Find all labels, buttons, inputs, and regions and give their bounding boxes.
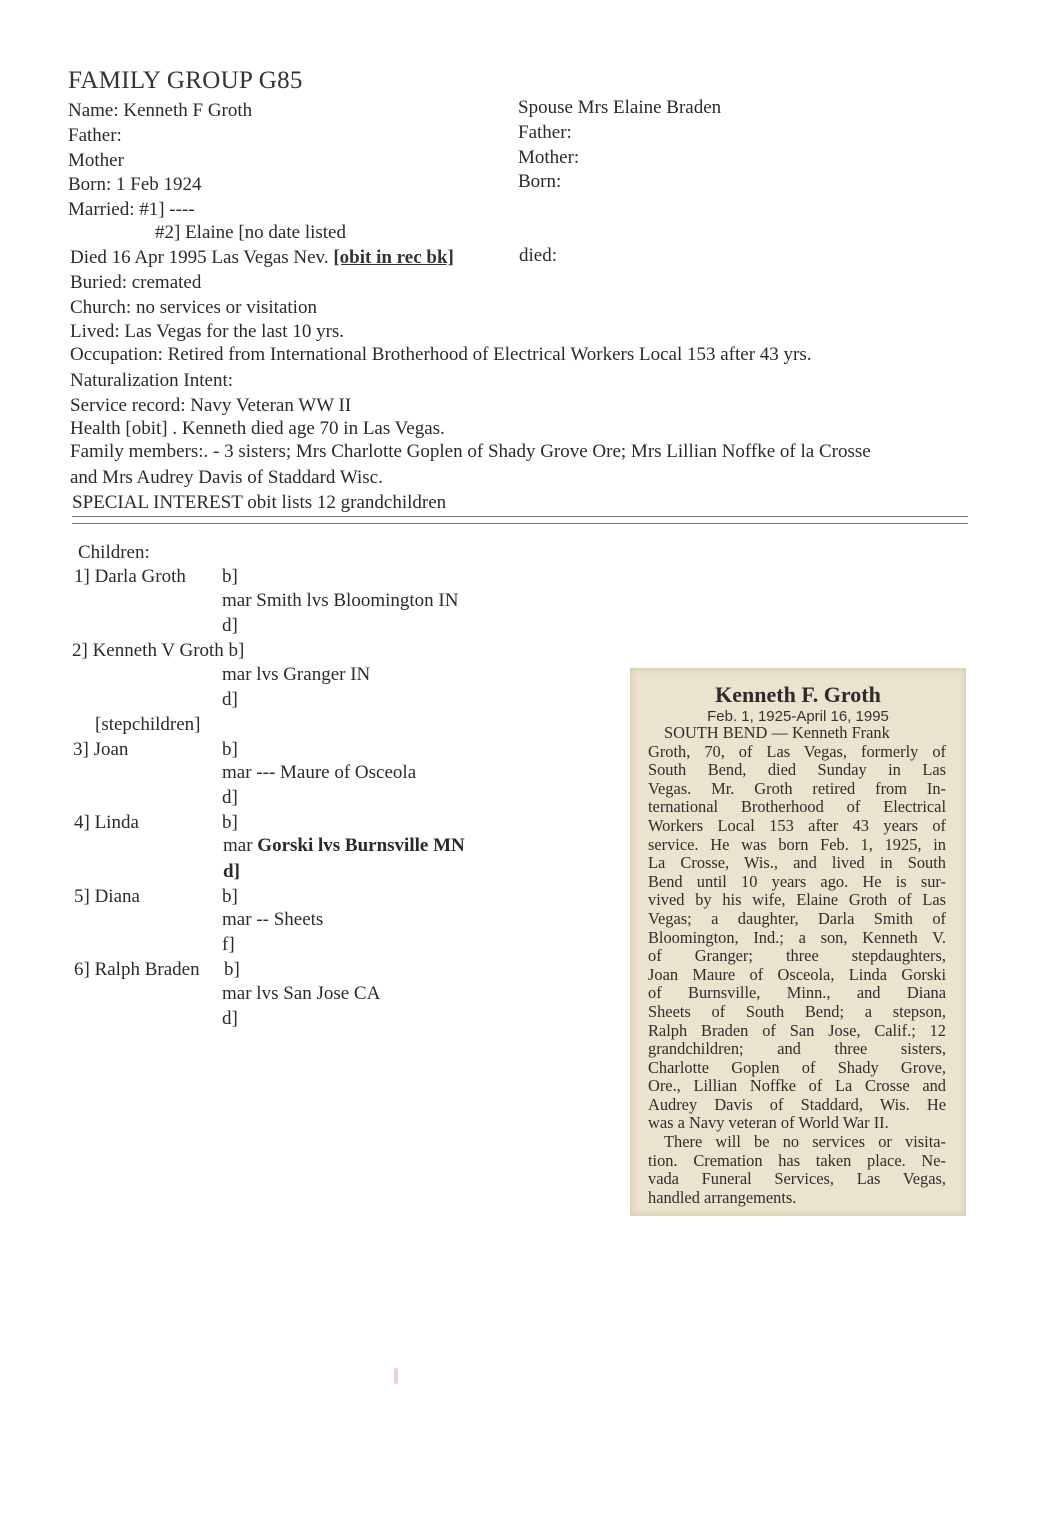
child-6-born: b] <box>224 959 240 980</box>
buried-field: Buried: cremated <box>70 272 202 293</box>
obituary-line: vada Funeral Services, Las Vegas, <box>648 1169 946 1189</box>
married-first-field: Married: #1] ---- <box>68 199 195 220</box>
child-3-died: d] <box>222 787 238 808</box>
child-3-married: mar --- Maure of Osceola <box>222 762 417 783</box>
child-3-born: b] <box>222 739 238 760</box>
child-6-name: 6] Ralph Braden <box>74 959 200 980</box>
page-title: FAMILY GROUP G85 <box>68 67 303 94</box>
obituary-line: South Bend, died Sunday in Las <box>648 760 946 780</box>
obituary-line: of Burnsville, Minn., and Diana <box>648 983 946 1003</box>
obituary-line: Audrey Davis of Staddard, Wis. He <box>648 1094 946 1114</box>
lived-field: Lived: Las Vegas for the last 10 yrs. <box>70 321 345 342</box>
obituary-line: There will be no services or visita- <box>664 1132 946 1152</box>
obituary-line: ternational Brotherhood of Electrical <box>648 797 946 817</box>
children-heading: Children: <box>78 542 150 563</box>
obituary-line: SOUTH BEND — Kenneth Frank <box>664 723 890 742</box>
occupation-field: Occupation: Retired from International Brotherhood of Electrical Workers Local 153 after 43 yrs. <box>70 344 812 365</box>
name-field: Name: Kenneth F Groth <box>68 100 253 121</box>
child-2-died: d] <box>222 689 238 710</box>
obituary-line: of Granger; three stepdaughters, <box>648 946 946 966</box>
father-field: Father: <box>68 125 122 146</box>
obituary-headline: Kenneth F. Groth <box>715 682 881 707</box>
child-4-name: 4] Linda <box>74 812 139 833</box>
child-2-name: 2] Kenneth V Groth b] <box>72 640 245 661</box>
section-divider <box>72 516 968 524</box>
child-4-died: d] <box>223 861 240 882</box>
married-second-field: #2] Elaine [no date listed <box>155 222 346 243</box>
spouse-name-field: Spouse Mrs Elaine Braden <box>518 97 722 118</box>
obituary-line: service. He was born Feb. 1, 1925, in <box>648 834 946 854</box>
special-interest-field: SPECIAL INTEREST obit lists 12 grandchildren <box>72 492 447 513</box>
child-5-died: f] <box>222 934 235 955</box>
spouse-born-field: Born: <box>518 171 562 192</box>
child-2-married: mar lvs Granger IN <box>222 664 371 685</box>
church-field: Church: no services or visitation <box>70 297 317 318</box>
obituary-line: Bloomington, Ind.; a son, Kenneth V. <box>648 927 946 947</box>
obituary-body <box>648 724 946 1207</box>
obituary-line: Ore., Lillian Noffke of La Crosse and <box>648 1076 946 1096</box>
obituary-line: Charlotte Goplen of Shady Grove, <box>648 1057 946 1077</box>
child-5-married: mar -- Sheets <box>222 909 324 930</box>
child-1-name: 1] Darla Groth <box>74 566 186 587</box>
child-3-name: 3] Joan <box>73 739 129 760</box>
obituary-line: La Crosse, Wis., and lived in South <box>648 853 946 873</box>
spouse-father-field: Father: <box>518 122 572 143</box>
obituary-dates: Feb. 1, 1925-April 16, 1995 <box>707 708 889 725</box>
family-members-continued: and Mrs Audrey Davis of Staddard Wisc. <box>70 467 383 488</box>
obituary-line: was a Navy veteran of World War II. <box>648 1113 889 1133</box>
obituary-line: Vegas; a daughter, Darla Smith of <box>648 908 946 928</box>
obituary-line: Ralph Braden of San Jose, Calif.; 12 <box>648 1020 946 1040</box>
child-4-married <box>223 836 465 855</box>
spouse-died-field: died: <box>519 245 557 266</box>
obituary-line: vived by his wife, Elaine Groth of Las <box>648 890 946 910</box>
child-1-married: mar Smith lvs Bloomington IN <box>222 590 459 611</box>
child-4-born: b] <box>222 812 238 833</box>
child-6-married: mar lvs San Jose CA <box>222 983 381 1004</box>
obituary-line: tion. Cremation has taken place. Ne- <box>648 1150 946 1170</box>
died-text: Died 16 Apr 1995 Las Vegas Nev. <box>70 247 334 268</box>
obit-reference: [obit in rec bk] <box>333 247 454 268</box>
obituary-line: Vegas. Mr. Groth retired from In- <box>648 778 946 798</box>
child-4-married-prefix: mar <box>223 835 258 856</box>
obituary-line: Workers Local 153 after 43 years of <box>648 815 946 835</box>
obituary-line: grandchildren; and three sisters, <box>648 1039 946 1059</box>
service-record-field: Service record: Navy Veteran WW II <box>70 395 352 416</box>
scan-speck <box>394 1368 398 1384</box>
obituary-line: Groth, 70, of Las Vegas, formerly of <box>648 741 946 761</box>
child-4-married-place: Gorski lvs Burnsville MN <box>257 835 465 856</box>
mother-field: Mother <box>68 150 124 171</box>
died-field <box>70 248 454 267</box>
stepchildren-heading: [stepchildren] <box>95 714 201 735</box>
obituary-line: Bend until 10 years ago. He is sur- <box>648 871 946 891</box>
spouse-mother-field: Mother: <box>518 147 580 168</box>
naturalization-field: Naturalization Intent: <box>70 370 234 391</box>
health-field: Health [obit] . Kenneth died age 70 in Las Vegas. <box>70 418 445 439</box>
obituary-line: Joan Maure of Osceola, Linda Gorski <box>648 964 946 984</box>
obituary-line: handled arrangements. <box>648 1187 797 1207</box>
obituary-clipping <box>630 668 966 1216</box>
child-1-died: d] <box>222 615 238 636</box>
child-5-born: b] <box>222 886 238 907</box>
child-6-died: d] <box>222 1008 238 1029</box>
family-members-field: Family members:. - 3 sisters; Mrs Charlotte Goplen of Shady Grove Ore; Mrs Lillian Noffke of la Crosse <box>70 441 871 462</box>
obituary-line: Sheets of South Bend; a stepson, <box>648 1001 946 1021</box>
born-field: Born: 1 Feb 1924 <box>68 174 202 195</box>
child-1-born: b] <box>222 566 238 587</box>
child-5-name: 5] Diana <box>74 886 140 907</box>
